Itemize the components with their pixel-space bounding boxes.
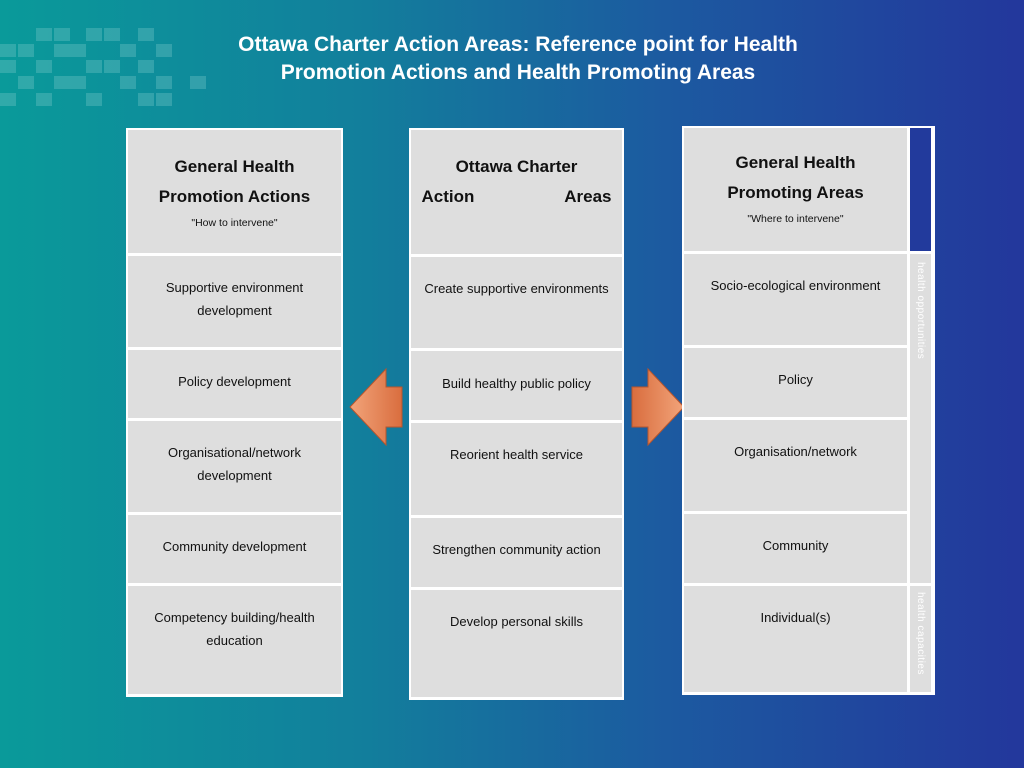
left-row-2-line-1: Policy development xyxy=(178,374,291,389)
middle-row-community-action xyxy=(411,518,622,587)
middle-row-personal-skills xyxy=(411,590,622,697)
left-header-line-2: Promotion Actions xyxy=(158,187,311,206)
right-header-line-1: General Health xyxy=(735,153,856,172)
right-header-line-2: Promoting Areas xyxy=(727,183,864,202)
right-row-5-text: Individual(s) xyxy=(760,610,831,625)
middle-row-public-policy xyxy=(411,351,622,420)
left-row-1-line-2: development xyxy=(197,303,272,318)
left-row-supportive-environment xyxy=(128,256,341,347)
middle-row-supportive-environments xyxy=(411,257,622,348)
left-row-community xyxy=(128,515,341,583)
title-line-2: Promotion Actions and Health Promoting Areas xyxy=(280,61,756,84)
middle-header-action: Action xyxy=(421,187,475,206)
middle-header-line-1: Ottawa Charter xyxy=(455,157,578,176)
right-row-2-text: Policy xyxy=(778,372,813,387)
middle-header-line-2 xyxy=(422,182,612,212)
left-header-sub: "How to intervene" xyxy=(191,217,278,229)
right-row-1-text: Socio-ecological environment xyxy=(710,278,881,293)
left-row-organisational xyxy=(128,421,341,512)
health-promotion-actions-column xyxy=(126,128,343,697)
middle-row-health-service xyxy=(411,423,622,515)
right-row-organisation xyxy=(684,420,907,511)
health-capacities-label: health capacities xyxy=(915,592,926,675)
right-row-4-text: Community xyxy=(762,538,829,553)
side-band-header xyxy=(910,128,931,251)
page-title xyxy=(120,31,916,87)
middle-row-2-text: Build healthy public policy xyxy=(442,376,591,391)
left-row-3-line-2: development xyxy=(197,468,272,483)
middle-row-3-text: Reorient health service xyxy=(450,447,583,462)
right-row-individuals xyxy=(684,586,907,692)
left-row-competency xyxy=(128,586,341,694)
middle-row-1-text: Create supportive environments xyxy=(424,281,609,296)
middle-header-cell xyxy=(411,130,622,254)
left-row-3-line-1: Organisational/network xyxy=(168,445,301,460)
middle-row-4-text: Strengthen community action xyxy=(432,542,601,557)
right-row-policy xyxy=(684,348,907,417)
arrow-right-icon xyxy=(630,367,686,447)
left-header-cell xyxy=(128,130,341,253)
ottawa-charter-column xyxy=(409,128,624,700)
right-row-3-text: Organisation/network xyxy=(734,444,857,459)
right-header-sub: "Where to intervene" xyxy=(747,213,844,225)
health-promoting-areas-column xyxy=(682,126,935,695)
title-line-1: Ottawa Charter Action Areas: Reference point for Health xyxy=(238,33,798,56)
health-opportunities-label: health opportunities xyxy=(915,262,926,360)
right-header-cell xyxy=(684,128,907,251)
left-row-policy xyxy=(128,350,341,418)
left-header-line-1: General Health xyxy=(174,157,295,176)
left-row-5-line-2: education xyxy=(206,633,263,648)
middle-row-5-text: Develop personal skills xyxy=(450,614,583,629)
right-row-socio-ecological xyxy=(684,254,907,345)
left-row-1-line-1: Supportive environment xyxy=(165,280,304,295)
left-row-5-line-1: Competency building/health xyxy=(154,610,315,625)
middle-header-areas: Areas xyxy=(564,187,612,206)
left-row-4-line-1: Community development xyxy=(162,539,307,554)
right-row-community xyxy=(684,514,907,583)
arrow-left-icon xyxy=(348,367,404,447)
